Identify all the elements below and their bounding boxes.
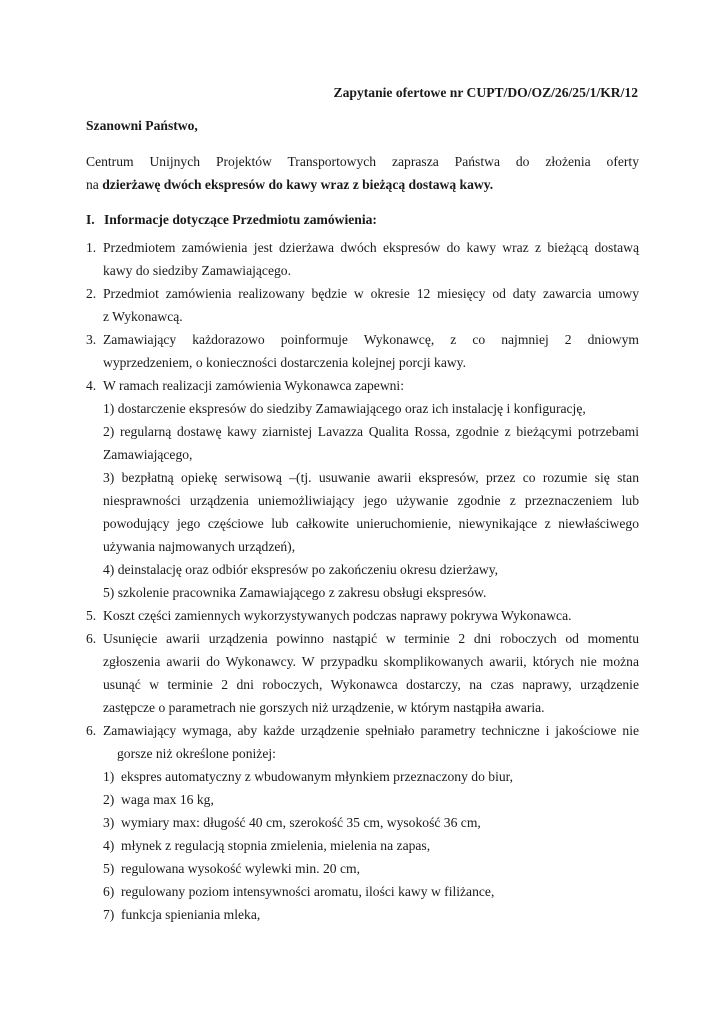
param-item xyxy=(103,811,639,834)
sub-item: Zamawiającego, xyxy=(103,447,193,462)
sub-item: 2) regularną dostawę kawy ziarnistej Lavazza Qualita Rossa, zgodnie z bieżącymi potrzebami xyxy=(103,424,639,439)
item-text: W ramach realizacji zamówienia Wykonawca zapewni: xyxy=(103,378,404,393)
item-text: Koszt części zamiennych wykorzystywanych podczas naprawy pokrywa Wykonawca. xyxy=(103,608,572,623)
param-text: regulowana wysokość wylewki min. 20 cm, xyxy=(121,861,360,876)
item-number: 6. xyxy=(86,631,97,646)
section-number: I. xyxy=(86,212,95,227)
item-text: kawy do siedziby Zamawiającego. xyxy=(103,263,291,278)
param-text: funkcja spieniania mleka, xyxy=(121,907,261,922)
sub-item: 5) szkolenie pracownika Zamawiającego z zakresu obsługi ekspresów. xyxy=(103,585,487,600)
sub-item: używania najmowanych urządzeń), xyxy=(103,539,296,554)
param-text: waga max 16 kg, xyxy=(121,792,214,807)
param-text: młynek z regulacją stopnia zmielenia, mielenia na zapas, xyxy=(121,838,431,853)
reference-number: Zapytanie ofertowe nr CUPT/DO/OZ/26/25/1/KR/12 xyxy=(333,85,638,100)
requirements-list xyxy=(86,236,639,926)
item-text: Zamawiający wymaga, aby każde urządzenie spełniało parametry techniczne i jakościowe nie xyxy=(103,723,639,738)
list-item xyxy=(86,282,639,328)
sub-item: 3) bezpłatną opiekę serwisową –(tj. usuwanie awarii ekspresów, przez co rozumie się stan xyxy=(103,470,639,485)
intro-line-1: Centrum Unijnych Projektów Transportowych zaprasza Państwa do złożenia oferty xyxy=(86,154,639,169)
sub-item: 1) dostarczenie ekspresów do siedziby Zamawiającego oraz ich instalację i konfigurację, xyxy=(103,401,586,416)
param-number: 7) xyxy=(103,907,115,922)
param-item xyxy=(103,903,639,926)
item-number: 5. xyxy=(86,608,97,623)
item-text: Zamawiający każdorazowo poinformuje Wykonawcę, z co najmniej 2 dniowym xyxy=(103,332,639,347)
param-text: ekspres automatyczny z wbudowanym młynkiem przeznaczony do biur, xyxy=(121,769,514,784)
list-item xyxy=(86,374,639,604)
item-text: usunąć w terminie 2 dni roboczych, Wykonawca dostarczy, na czas naprawy, urządzenie xyxy=(103,677,639,692)
item-text: gorsze niż określone poniżej: xyxy=(117,746,276,761)
param-item xyxy=(103,788,639,811)
param-number: 5) xyxy=(103,861,115,876)
section-title: Informacje dotyczące Przedmiotu zamówienia: xyxy=(104,212,377,227)
list-item xyxy=(86,236,639,282)
item-text: wyprzedzeniem, o konieczności dostarczenia kolejnej porcji kawy. xyxy=(103,355,466,370)
item-text: Przedmiot zamówienia realizowany będzie w okresie 12 miesięcy od daty zawarcia umowy xyxy=(103,286,639,301)
sub-item: 4) deinstalację oraz odbiór ekspresów po zakończeniu okresu dzierżawy, xyxy=(103,562,499,577)
param-item xyxy=(103,834,639,857)
list-item xyxy=(86,719,639,926)
param-number: 3) xyxy=(103,815,115,830)
intro-line-2 xyxy=(86,173,639,196)
intro-prefix: na xyxy=(86,177,103,192)
item-text: zastępcze o parametrach nie gorszych niż urządzenie, w którym nastąpiła awaria. xyxy=(103,700,545,715)
greeting: Szanowni Państwo, xyxy=(86,118,198,133)
param-text: wymiary max: długość 40 cm, szerokość 35 cm, wysokość 36 cm, xyxy=(121,815,481,830)
param-number: 2) xyxy=(103,792,115,807)
intro-paragraph xyxy=(86,150,639,196)
intro-subject: dzierżawę dwóch ekspresów do kawy wraz z bieżącą dostawą kawy. xyxy=(102,177,494,192)
section-heading xyxy=(86,212,377,228)
param-item xyxy=(103,857,639,880)
param-number: 6) xyxy=(103,884,115,899)
item-number: 2. xyxy=(86,286,97,301)
sub-item: niesprawności urządzenia uniemożliwiający jego używanie zgodnie z przeznaczeniem lub xyxy=(103,493,639,508)
item-number: 6. xyxy=(86,723,97,738)
param-number: 1) xyxy=(103,769,115,784)
sub-item: powodujący jego częściowe lub całkowite unieruchomienie, niewynikające z niewłaściwego xyxy=(103,516,639,531)
list-item xyxy=(86,328,639,374)
item-text: Przedmiotem zamówienia jest dzierżawa dwóch ekspresów do kawy wraz z bieżącą dostawą xyxy=(103,240,639,255)
item-text: zgłoszenia awarii do Wykonawcy. W przypadku skomplikowanych awarii, których nie można xyxy=(103,654,639,669)
param-item xyxy=(103,765,639,788)
item-number: 3. xyxy=(86,332,97,347)
param-text: regulowany poziom intensywności aromatu, ilości kawy w filiżance, xyxy=(121,884,495,899)
param-number: 4) xyxy=(103,838,115,853)
item-text: z Wykonawcą. xyxy=(103,309,183,324)
param-item xyxy=(103,880,639,903)
item-number: 1. xyxy=(86,240,97,255)
list-item xyxy=(86,627,639,719)
list-item xyxy=(86,604,639,627)
item-number: 4. xyxy=(86,378,97,393)
item-text: Usunięcie awarii urządzenia powinno nastąpić w terminie 2 dni roboczych od momentu xyxy=(103,631,639,646)
